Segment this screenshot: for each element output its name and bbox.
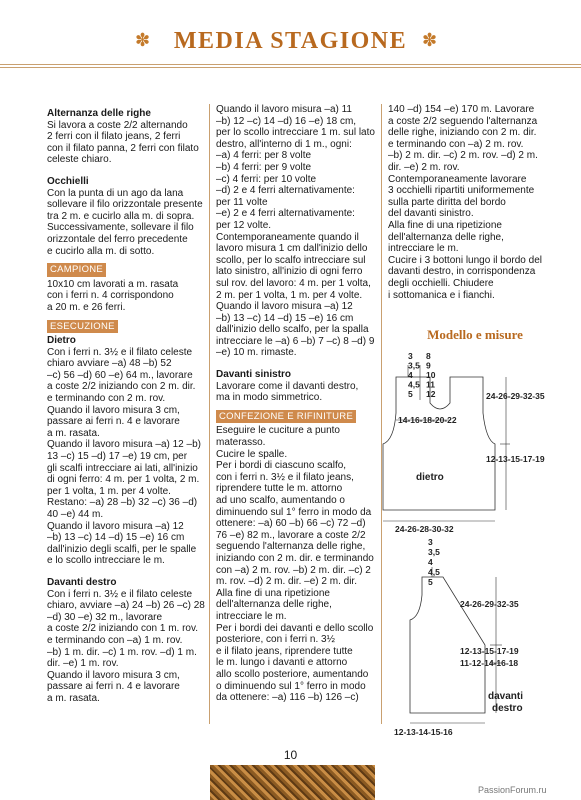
text-line: Per i bordi di ciascuno scalfo, bbox=[216, 460, 347, 472]
front-piece-name: destro bbox=[492, 703, 523, 714]
page-header bbox=[0, 0, 581, 100]
page-number: 10 bbox=[283, 748, 298, 762]
text-line: intrecciare le m. bbox=[216, 610, 287, 622]
text-line: –a) 4 ferri: per 8 volte bbox=[216, 150, 312, 162]
flower-ornament-icon: ✽ bbox=[422, 30, 438, 50]
text-line: –c) 56 –d) 60 –e) 64 m., lavorare bbox=[47, 369, 193, 381]
text-line: con i ferri n. 3½ e il filato jeans, bbox=[216, 471, 354, 483]
text-line: da ottenere: –a) 116 –b) 126 –c) bbox=[216, 692, 359, 704]
text-line: sulla parte diritta del bordo bbox=[388, 196, 506, 208]
footer-pattern-strip bbox=[210, 765, 375, 800]
text-line: e terminando con 2 m. rov. bbox=[47, 393, 166, 405]
section-title: Modello e misure bbox=[427, 327, 523, 342]
text-line: tra 2 m. e cucirlo alla m. di sopra. bbox=[47, 210, 195, 222]
text-line: materasso. bbox=[216, 437, 266, 449]
section-tag: CAMPIONE bbox=[47, 263, 106, 277]
text-line: Contemporaneamente lavorare bbox=[388, 173, 527, 185]
text-line: Quando il lavoro misura –a) 12 bbox=[216, 301, 353, 313]
text-line: Cucire i 3 bottoni lungo il bordo del bbox=[388, 254, 542, 266]
stacked-size-label: 3,5 bbox=[428, 547, 440, 557]
text-line: iniziando con 2 m. dir. e terminando bbox=[216, 552, 374, 564]
front-lower-height-label: 11-12-14-16-18 bbox=[460, 658, 519, 668]
back-neck-depth-labels bbox=[426, 351, 436, 399]
paragraph-gap bbox=[47, 166, 207, 176]
text-column-1 bbox=[47, 108, 207, 705]
text-line: lavoro misura 1 cm dall'inizio dello bbox=[216, 243, 368, 255]
text-line: –d) 2 e 4 ferri alternativamente: bbox=[216, 185, 355, 197]
text-line: Lavorare come il davanti destro, bbox=[216, 380, 359, 392]
text-line: sollevare il filo orizzontale presente bbox=[47, 199, 203, 211]
text-line: i sottomanica e i fianchi. bbox=[388, 289, 495, 301]
stacked-size-label: 4,5 bbox=[408, 379, 420, 390]
text-line: a 20 m. e 26 ferri. bbox=[47, 301, 126, 313]
stacked-size-label: 4,5 bbox=[428, 567, 440, 577]
section-tag-row bbox=[47, 314, 207, 336]
text-line: celeste chiaro. bbox=[47, 154, 112, 166]
back-piece-outline bbox=[383, 377, 495, 510]
text-line: allo scollo posteriore, aumentando bbox=[216, 668, 369, 680]
text-line: a coste 2/2 iniziando con 2 m. dir. bbox=[47, 381, 196, 393]
text-line: 3 occhielli ripartiti uniformemente bbox=[388, 185, 535, 197]
front-shoulder-labels bbox=[428, 537, 440, 587]
text-line: con –a) 2 m. rov. –b) 2 m. dir. –c) 2 bbox=[216, 564, 371, 576]
text-line: Cucire le spalle. bbox=[216, 448, 288, 460]
text-line: ad uno scalfo, aumentando o bbox=[216, 495, 345, 506]
text-line: posteriore, con i ferri n. 3½ bbox=[216, 634, 335, 646]
text-column-2 bbox=[216, 104, 376, 704]
header-rule bbox=[0, 64, 581, 65]
text-line: Quando il lavoro misura –a) 11 bbox=[216, 104, 352, 115]
stacked-size-label: 4 bbox=[408, 370, 413, 380]
stacked-size-label: 10 bbox=[426, 370, 436, 380]
text-line: m. rov. –d) 2 m. dir. –e) 2 m. dir. bbox=[216, 576, 357, 588]
text-line: –b) 2 m. dir. –c) 2 m. rov. –d) 2 m. bbox=[388, 150, 538, 162]
section-tag: ESECUZIONE bbox=[47, 320, 118, 334]
section-tag: CONFEZIONE E RIFINITURE bbox=[216, 410, 356, 424]
text-line: davanti destro, in corrispondenza bbox=[388, 266, 536, 278]
back-width-label: 24-26-28-30-32 bbox=[395, 524, 454, 534]
text-line: a m. rasata. bbox=[47, 427, 100, 439]
text-line: per lo scollo intrecciare 1 m. sul lato bbox=[216, 127, 375, 139]
text-line: passare ai ferri n. 4 e lavorare bbox=[47, 416, 180, 428]
stacked-size-label: 5 bbox=[428, 577, 433, 587]
text-line: Con la punta di un ago da lana bbox=[47, 187, 184, 199]
text-line: di ogni ferro: 4 m. per 1 volta, 2 m. bbox=[47, 474, 200, 486]
text-line: –b) 13 –c) 14 –d) 15 –e) 16 cm bbox=[47, 532, 185, 544]
text-line: ottenere: –a) 60 –b) 66 –c) 72 –d) bbox=[216, 518, 366, 530]
text-line: 76 –e) 82 m., lavorare a coste 2/2 bbox=[216, 529, 366, 541]
back-shoulder-labels bbox=[408, 351, 420, 399]
text-line: –b) 13 –c) 14 –d) 15 –e) 16 cm bbox=[216, 312, 354, 324]
back-side-height-label: 12-13-15-17-19 bbox=[486, 454, 545, 464]
text-line: con i ferri n. 4 corrispondono bbox=[47, 290, 174, 302]
text-line: e lo scollo intrecciare le m. bbox=[47, 555, 165, 567]
text-line: passare ai ferri n. 4 e lavorare bbox=[47, 681, 180, 693]
text-line: per 12 volte. bbox=[216, 219, 272, 231]
subsection-heading: Alternanza delle righe bbox=[47, 108, 151, 119]
text-line: per 1 volta, 1 m. per 4 volte. bbox=[47, 485, 171, 497]
text-line: a coste 2/2 iniziando con 1 m. rov. bbox=[47, 623, 199, 635]
text-line: seguendo l'alternanza delle righe, bbox=[216, 541, 366, 553]
back-neck-width-label: 14-16-18-20-22 bbox=[398, 415, 457, 425]
text-line: 40 –e) 44 m. bbox=[47, 509, 104, 520]
text-line: –b) 12 –c) 14 –d) 16 –e) 18 cm, bbox=[216, 115, 357, 127]
text-line: 10x10 cm lavorati a m. rasata bbox=[47, 278, 179, 290]
text-line: Alla fine di una ripetizione bbox=[216, 587, 330, 599]
text-line: scollo, per lo scalfo intrecciare sul bbox=[216, 254, 366, 266]
text-line: le m. lungo i davanti e attorno bbox=[216, 657, 348, 669]
flower-ornament-icon: ✽ bbox=[135, 30, 151, 50]
schematic-diagram bbox=[380, 345, 580, 737]
stacked-size-label: 8 bbox=[426, 351, 431, 361]
text-line: –b) 4 ferri: per 9 volte bbox=[216, 161, 312, 173]
text-line: degli occhielli. Chiudere bbox=[388, 277, 494, 289]
text-line: Si lavora a coste 2/2 alternando bbox=[47, 119, 188, 131]
text-line: Con i ferri n. 3½ e il filato celeste bbox=[47, 588, 193, 600]
text-line: chiaro avviare –a) 48 –b) 52 bbox=[47, 358, 172, 370]
text-line: –d) 30 –e) 32 m., lavorare bbox=[47, 611, 163, 623]
text-line: dell'alternanza delle righe, bbox=[216, 599, 332, 611]
text-line: del davanti sinistro. bbox=[388, 208, 474, 220]
subsection-heading: Davanti destro bbox=[47, 576, 117, 588]
text-line: riprendere tutte le m. attorno bbox=[216, 483, 343, 495]
front-piece-outline bbox=[410, 577, 485, 713]
column-divider bbox=[209, 104, 210, 724]
text-line: –e) 2 e 4 ferri alternativamente: bbox=[216, 208, 355, 220]
paragraph-gap bbox=[216, 359, 376, 369]
stacked-size-label: 11 bbox=[426, 379, 435, 390]
text-line: 13 –c) 15 –d) 17 –e) 19 cm, per bbox=[47, 451, 188, 463]
text-line: ma in modo simmetrico. bbox=[216, 392, 323, 404]
text-line: 140 –d) 154 –e) 170 m. Lavorare bbox=[388, 104, 535, 115]
text-line: –e) 10 m. rimaste. bbox=[216, 347, 297, 359]
section-tag-row bbox=[47, 257, 207, 279]
text-line: chiaro, avviare –a) 24 –b) 26 –c) 28 bbox=[47, 600, 205, 612]
back-armhole-height-label: 24-26-29-32-35 bbox=[486, 391, 545, 401]
text-line: Restano: –a) 28 –b) 32 –c) 36 –d) bbox=[47, 497, 198, 509]
text-line: sul rov. del lavoro: 4 m. per 1 volta, bbox=[216, 277, 371, 289]
text-line: delle righe, iniziando con 2 m. dir. bbox=[388, 127, 537, 139]
text-line: Per i bordi dei davanti e dello scollo bbox=[216, 622, 374, 634]
text-line: 2 ferri con il filato jeans, 2 ferri bbox=[47, 131, 181, 143]
page-title: MEDIA STAGIONE bbox=[173, 28, 408, 54]
subsection-heading: Dietro bbox=[47, 335, 76, 347]
text-line: e terminando con –a) 2 m. rov. bbox=[388, 138, 524, 150]
stacked-size-label: 12 bbox=[426, 389, 436, 399]
text-line: Quando il lavoro misura 3 cm, bbox=[47, 404, 180, 416]
front-piece-name: davanti bbox=[488, 691, 524, 702]
text-line: e cucirlo alla m. di sotto. bbox=[47, 245, 155, 257]
text-line: intrecciare le m. bbox=[388, 243, 459, 255]
text-line: destro, all'interno di 1 m., ogni: bbox=[216, 138, 352, 150]
text-line: orizzontale del ferro precedente bbox=[47, 233, 188, 245]
back-piece-name: dietro bbox=[416, 472, 444, 483]
stacked-size-label: 4 bbox=[428, 557, 433, 567]
text-line: a coste 2/2 seguendo l'alternanza bbox=[388, 115, 538, 127]
front-width-label: 12-13-14-15-16 bbox=[394, 727, 453, 737]
text-line: o diminuendo sul 1° ferro in modo bbox=[216, 680, 366, 692]
text-line: Quando il lavoro misura –a) 12 –b) bbox=[47, 439, 201, 451]
header-rule bbox=[0, 67, 581, 68]
text-line: 2 m. per 1 volta, 1 m. per 4 volte. bbox=[216, 289, 363, 301]
text-line: per 11 volte bbox=[216, 196, 268, 208]
paragraph-gap bbox=[47, 567, 207, 577]
text-line: dell'alternanza delle righe, bbox=[388, 231, 504, 243]
text-line: lato sinistro, all'inizio di ogni ferro bbox=[216, 266, 363, 278]
stacked-size-label: 3,5 bbox=[408, 360, 420, 371]
stacked-size-label: 5 bbox=[408, 389, 413, 399]
text-line: Quando il lavoro misura –a) 12 bbox=[47, 520, 184, 532]
text-line: dir. –e) 2 m. rov. bbox=[388, 161, 460, 173]
text-line: Successivamente, sollevare il filo bbox=[47, 222, 194, 234]
text-line: Eseguire le cuciture a punto bbox=[216, 425, 340, 437]
section-tag-row bbox=[216, 404, 376, 426]
subsection-heading: Occhielli bbox=[47, 175, 89, 187]
text-line: dall'inizio degli scalfi, per le spalle bbox=[47, 543, 197, 555]
front-total-height-label: 24-26-29-32-35 bbox=[460, 599, 519, 609]
text-line: con il filato panna, 2 ferri con filato bbox=[47, 142, 199, 154]
stacked-size-label: 9 bbox=[426, 360, 431, 371]
text-line: –c) 4 ferri: per 10 volte bbox=[216, 173, 317, 185]
front-neck-height-label: 12-13-15-17-19 bbox=[460, 646, 519, 656]
text-line: intrecciare le –a) 6 –b) 7 –c) 8 –d) 9 bbox=[216, 335, 375, 347]
watermark: PassionForum.ru bbox=[478, 785, 547, 795]
text-line: gli scalfi intrecciare ai lati, all'inizio bbox=[47, 462, 198, 474]
stacked-size-label: 3 bbox=[408, 351, 413, 361]
text-line: dall'inizio dello scalfo, per la spalla bbox=[216, 324, 369, 336]
text-line: Con i ferri n. 3½ e il filato celeste bbox=[47, 346, 193, 358]
text-column-3 bbox=[388, 104, 563, 301]
text-line: Quando il lavoro misura 3 cm, bbox=[47, 669, 180, 681]
subsection-heading: Davanti sinistro bbox=[216, 369, 292, 381]
stacked-size-label: 3 bbox=[428, 537, 433, 547]
text-line: –b) 1 m. dir. –c) 1 m. rov. –d) 1 m. bbox=[47, 646, 197, 658]
text-line: diminuendo sul 1° ferro in modo da bbox=[216, 506, 372, 518]
text-line: a m. rasata. bbox=[47, 692, 100, 704]
text-line: Alla fine di una ripetizione bbox=[388, 219, 502, 231]
text-line: e terminando con –a) 1 m. rov. bbox=[47, 634, 183, 646]
text-line: dir. –e) 1 m. rov. bbox=[47, 658, 119, 670]
text-line: e il filato jeans, riprendere tutte bbox=[216, 645, 353, 657]
text-line: Contemporaneamente quando il bbox=[216, 231, 359, 243]
